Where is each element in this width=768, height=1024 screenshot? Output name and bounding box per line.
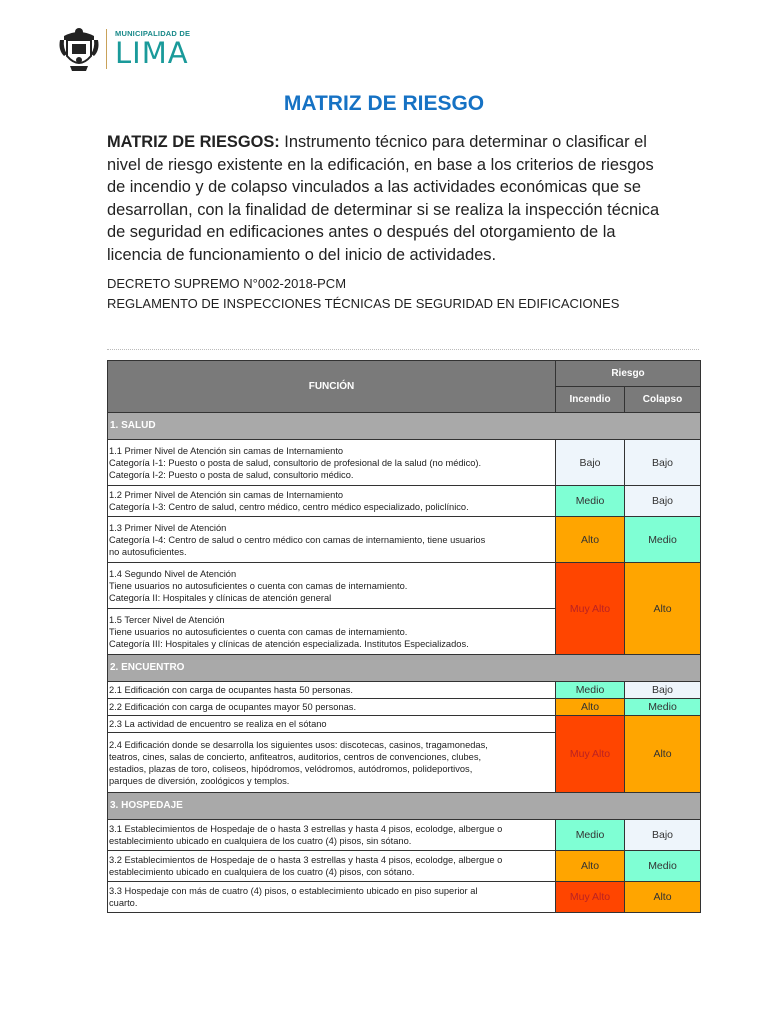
risk-colapso: Bajo: [625, 820, 701, 851]
table-row: [108, 682, 701, 699]
logo-divider: [106, 29, 107, 69]
risk-colapso: Alto: [625, 882, 701, 913]
risk-incendio: Muy Alto: [556, 563, 625, 655]
risk-incendio: Alto: [556, 699, 625, 716]
risk-colapso: Alto: [625, 716, 701, 793]
header-funcion: FUNCIÓN: [108, 361, 556, 413]
risk-incendio: Bajo: [556, 440, 625, 486]
risk-colapso: Alto: [625, 563, 701, 655]
risk-colapso: Bajo: [625, 682, 701, 699]
risk-colapso: Medio: [625, 851, 701, 882]
risk-incendio: Muy Alto: [556, 882, 625, 913]
risk-colapso: Medio: [625, 699, 701, 716]
intro-text: Instrumento técnico para determinar o clasificar el nivel de riesgo existente en la edificación, en base a los criterios de riesgos de incendio y de colapso vinculados a las actividades económicas que se desarrollan, con la finalidad de determinar si se realiza la inspección técnica de seguridad en edificaciones antes o después del otorgamiento de la licencia de funcionamiento o del inicio de actividades.: [107, 133, 660, 264]
risk-incendio: Medio: [556, 486, 625, 517]
municipal-header: [58, 24, 190, 74]
dotted-separator: [107, 349, 699, 350]
table-row: [108, 563, 701, 609]
table-row: [108, 820, 701, 851]
row-2-3-description: 2.3 La actividad de encuentro se realiza en el sótano: [108, 716, 556, 733]
coat-of-arms-logo: [58, 26, 100, 72]
risk-incendio: Alto: [556, 517, 625, 563]
risk-colapso: Bajo: [625, 486, 701, 517]
section-encuentro: 2. ENCUENTRO: [108, 655, 701, 682]
risk-incendio: Medio: [556, 682, 625, 699]
table-row: [108, 440, 701, 486]
row-1-2-description: 1.2 Primer Nivel de Atención sin camas de Internamiento Categoría I-3: Centro de salud, centro médico, centro médico especializado, policlínico.: [108, 486, 556, 517]
row-3-3-description: 3.3 Hospedaje con más de cuatro (4) pisos, o establecimiento ubicado en piso superior al cuarto.: [108, 882, 556, 913]
row-3-1-description: 3.1 Establecimientos de Hospedaje de o hasta 3 estrellas y hasta 4 pisos, ecolodge, albergue o establecimiento ubicado en cualquiera de los cuatro (4) pisos, sin sótano.: [108, 820, 556, 851]
section-salud: 1. SALUD: [108, 413, 701, 440]
risk-incendio: Alto: [556, 851, 625, 882]
decree-line-1: DECRETO SUPREMO N°002-2018-PCM: [107, 276, 347, 291]
row-1-3-description: 1.3 Primer Nivel de Atención Categoría I-4: Centro de salud o centro médico con camas de internamiento, tiene usuarios no autosuficientes.: [108, 517, 556, 563]
row-1-1-description: 1.1 Primer Nivel de Atención sin camas de Internamiento Categoría I-1: Puesto o posta de salud, consultorio de profesional de la salud (no médico). Categoría I-2: Puesto o posta de salud, consultorio médico.: [108, 440, 556, 486]
table-row: [108, 882, 701, 913]
header-riesgo: Riesgo: [556, 361, 701, 387]
row-2-4-description: 2.4 Edificación donde se desarrolla los siguientes usos: discotecas, casinos, tragamonedas, teatros, cines, salas de concierto, anfiteatros, auditorios, centros de convenciones, clubes, estadios, plazas de toro, coliseos, hipódromos, velódromos, autódromos, polideportivos, parques de diversión, zoológicos y templos.: [108, 733, 556, 793]
brand-small-text: MUNICIPALIDAD DE: [115, 28, 191, 38]
table-row: [108, 699, 701, 716]
intro-bold-term: MATRIZ DE RIESGOS:: [107, 133, 280, 151]
header-colapso: Colapso: [625, 387, 701, 413]
brand-wordmark: [115, 30, 190, 69]
risk-incendio: Muy Alto: [556, 716, 625, 793]
row-3-2-description: 3.2 Establecimientos de Hospedaje de o hasta 3 estrellas y hasta 4 pisos, ecolodge, albergue o establecimiento ubicado en cualquiera de los cuatro (4) pisos, con sótano.: [108, 851, 556, 882]
row-2-2-description: 2.2 Edificación con carga de ocupantes mayor 50 personas.: [108, 699, 556, 716]
risk-colapso: Medio: [625, 517, 701, 563]
table-row: [108, 851, 701, 882]
decree-line-2: REGLAMENTO DE INSPECCIONES TÉCNICAS DE SEGURIDAD EN EDIFICACIONES: [107, 296, 620, 311]
risk-matrix-table: [107, 360, 701, 913]
risk-incendio: Medio: [556, 820, 625, 851]
section-hospedaje: 3. HOSPEDAJE: [108, 793, 701, 820]
document-title: MATRIZ DE RIESGO: [283, 92, 485, 115]
table-row: [108, 716, 701, 733]
risk-colapso: Bajo: [625, 440, 701, 486]
table-row: [108, 486, 701, 517]
intro-paragraph: [107, 131, 667, 266]
row-1-4-description: 1.4 Segundo Nivel de Atención Tiene usuarios no autosuficientes o cuenta con camas de internamiento. Categoría II: Hospitales y clínicas de atención general: [108, 563, 556, 609]
row-1-5-description: 1.5 Tercer Nivel de Atención Tiene usuarios no autosuficientes o cuenta con camas de internamiento. Categoría III: Hospitales y clínicas de atención especializada. Institutos Especializados.: [108, 609, 556, 655]
decree-reference: [107, 274, 707, 314]
brand-big-text: LIMA: [115, 36, 189, 71]
row-2-1-description: 2.1 Edificación con carga de ocupantes hasta 50 personas.: [108, 682, 556, 699]
table-row: [108, 517, 701, 563]
header-incendio: Incendio: [556, 387, 625, 413]
